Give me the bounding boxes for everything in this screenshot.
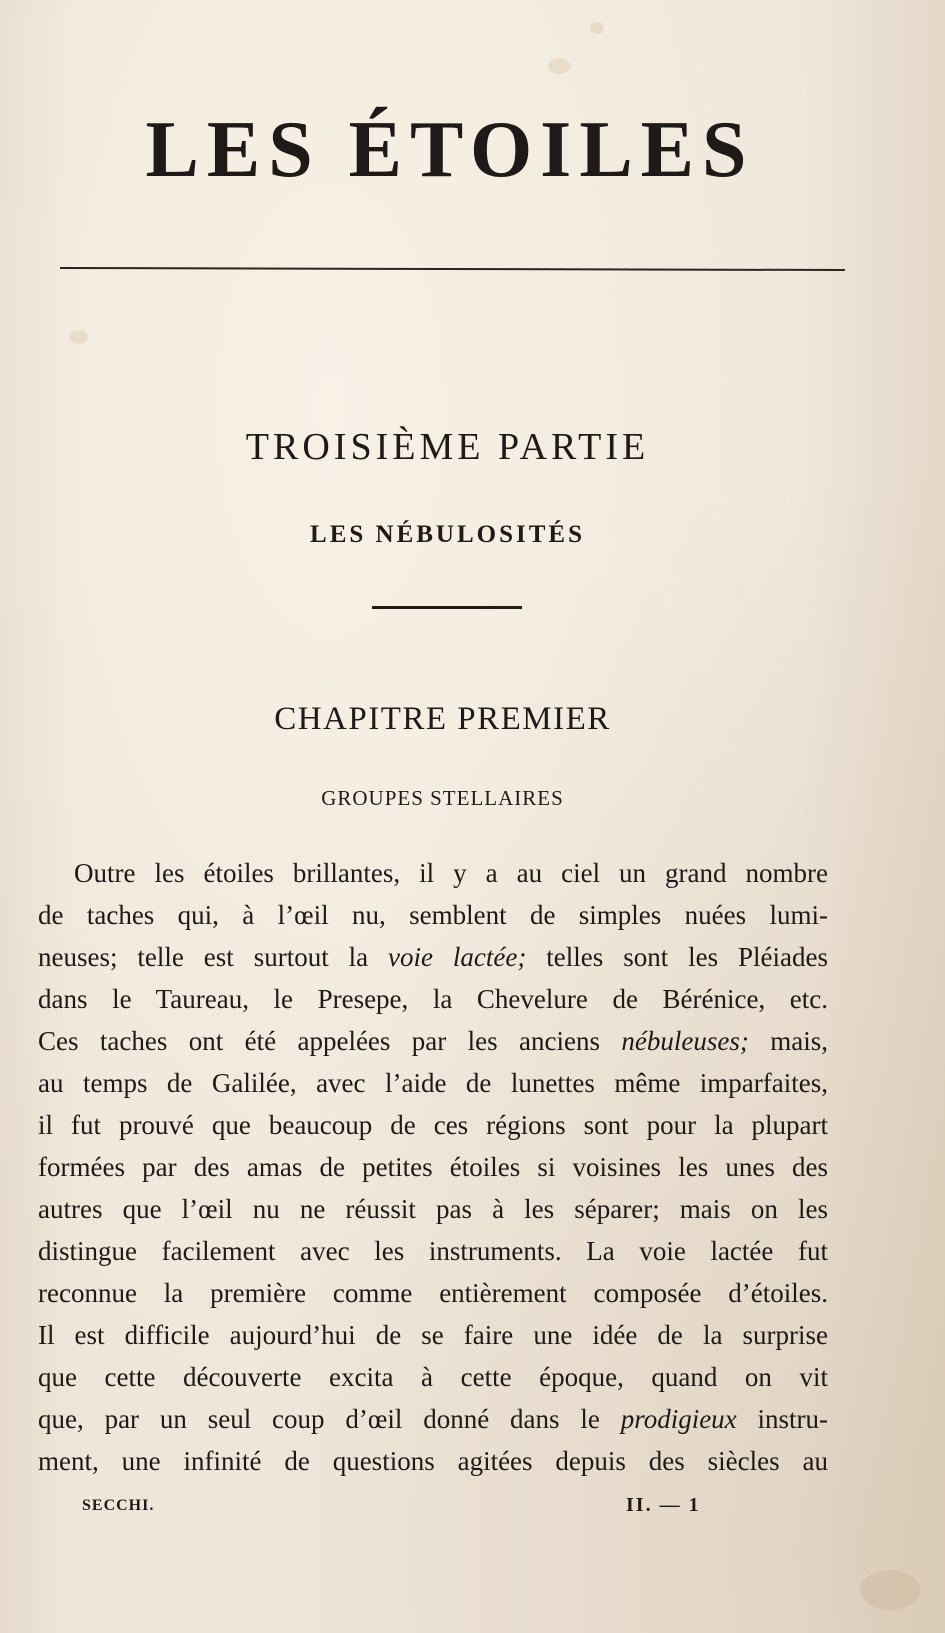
chapter-subtitle: GROUPES STELLAIRES <box>321 786 564 810</box>
italic-term: nébuleuses; <box>621 1026 749 1056</box>
chapter-title: CHAPITRE PREMIER <box>274 701 611 737</box>
paper-stain <box>860 1570 920 1610</box>
text-line: reconnue la première comme entièrement composée d’étoiles. <box>38 1278 828 1308</box>
paper-stain <box>70 330 88 344</box>
text-line: Ces taches ont été appelées par les anciens nébuleuses; mais, <box>38 1026 828 1056</box>
text-line: dans le Taureau, le Presepe, la Chevelure de Bérénice, etc. <box>38 984 828 1014</box>
text-line: autres que l’œil nu ne réussit pas à les séparer; mais on les <box>38 1194 828 1224</box>
text-line: il fut prouvé que beaucoup de ces régions sont pour la plupart <box>38 1110 828 1140</box>
section-divider <box>372 606 522 609</box>
footer-sheet-mark: II. — 1 <box>626 1494 701 1516</box>
text-line: Outre les étoiles brillantes, il y a au ciel un grand nombre <box>74 858 828 888</box>
paper-stain <box>590 22 604 34</box>
text-line: neuses; telle est surtout la voie lactée; telles sont les Pléiades <box>38 942 829 972</box>
part-title: TROISIÈME PARTIE <box>245 426 650 468</box>
body-text <box>38 852 828 1482</box>
text-line: au temps de Galilée, avec l’aide de lunettes même imparfaites, <box>38 1068 828 1098</box>
part-subtitle: LES NÉBULOSITÉS <box>310 521 585 548</box>
running-title: LES ÉTOILES <box>145 106 755 194</box>
text-line: distingue facilement avec les instruments. La voie lactée fut <box>38 1236 828 1266</box>
text-line: Il est difficile aujourd’hui de se faire une idée de la surprise <box>38 1320 828 1350</box>
text-line: formées par des amas de petites étoiles si voisines les unes des <box>38 1152 828 1182</box>
footer-signature: SECCHI. <box>82 1497 155 1514</box>
paper-stain <box>548 58 570 74</box>
text-line: ment, une infinité de questions agitées depuis des siècles au <box>38 1446 828 1476</box>
text-line: de taches qui, à l’œil nu, semblent de simples nuées lumi- <box>38 900 828 930</box>
text-line: que cette découverte excita à cette époque, quand on vit <box>38 1362 828 1392</box>
italic-term: prodigieux <box>620 1404 737 1434</box>
text-line: que, par un seul coup d’œil donné dans le prodigieux instru- <box>38 1404 829 1434</box>
header-rule <box>60 267 845 271</box>
italic-term: voie lactée; <box>388 942 527 972</box>
